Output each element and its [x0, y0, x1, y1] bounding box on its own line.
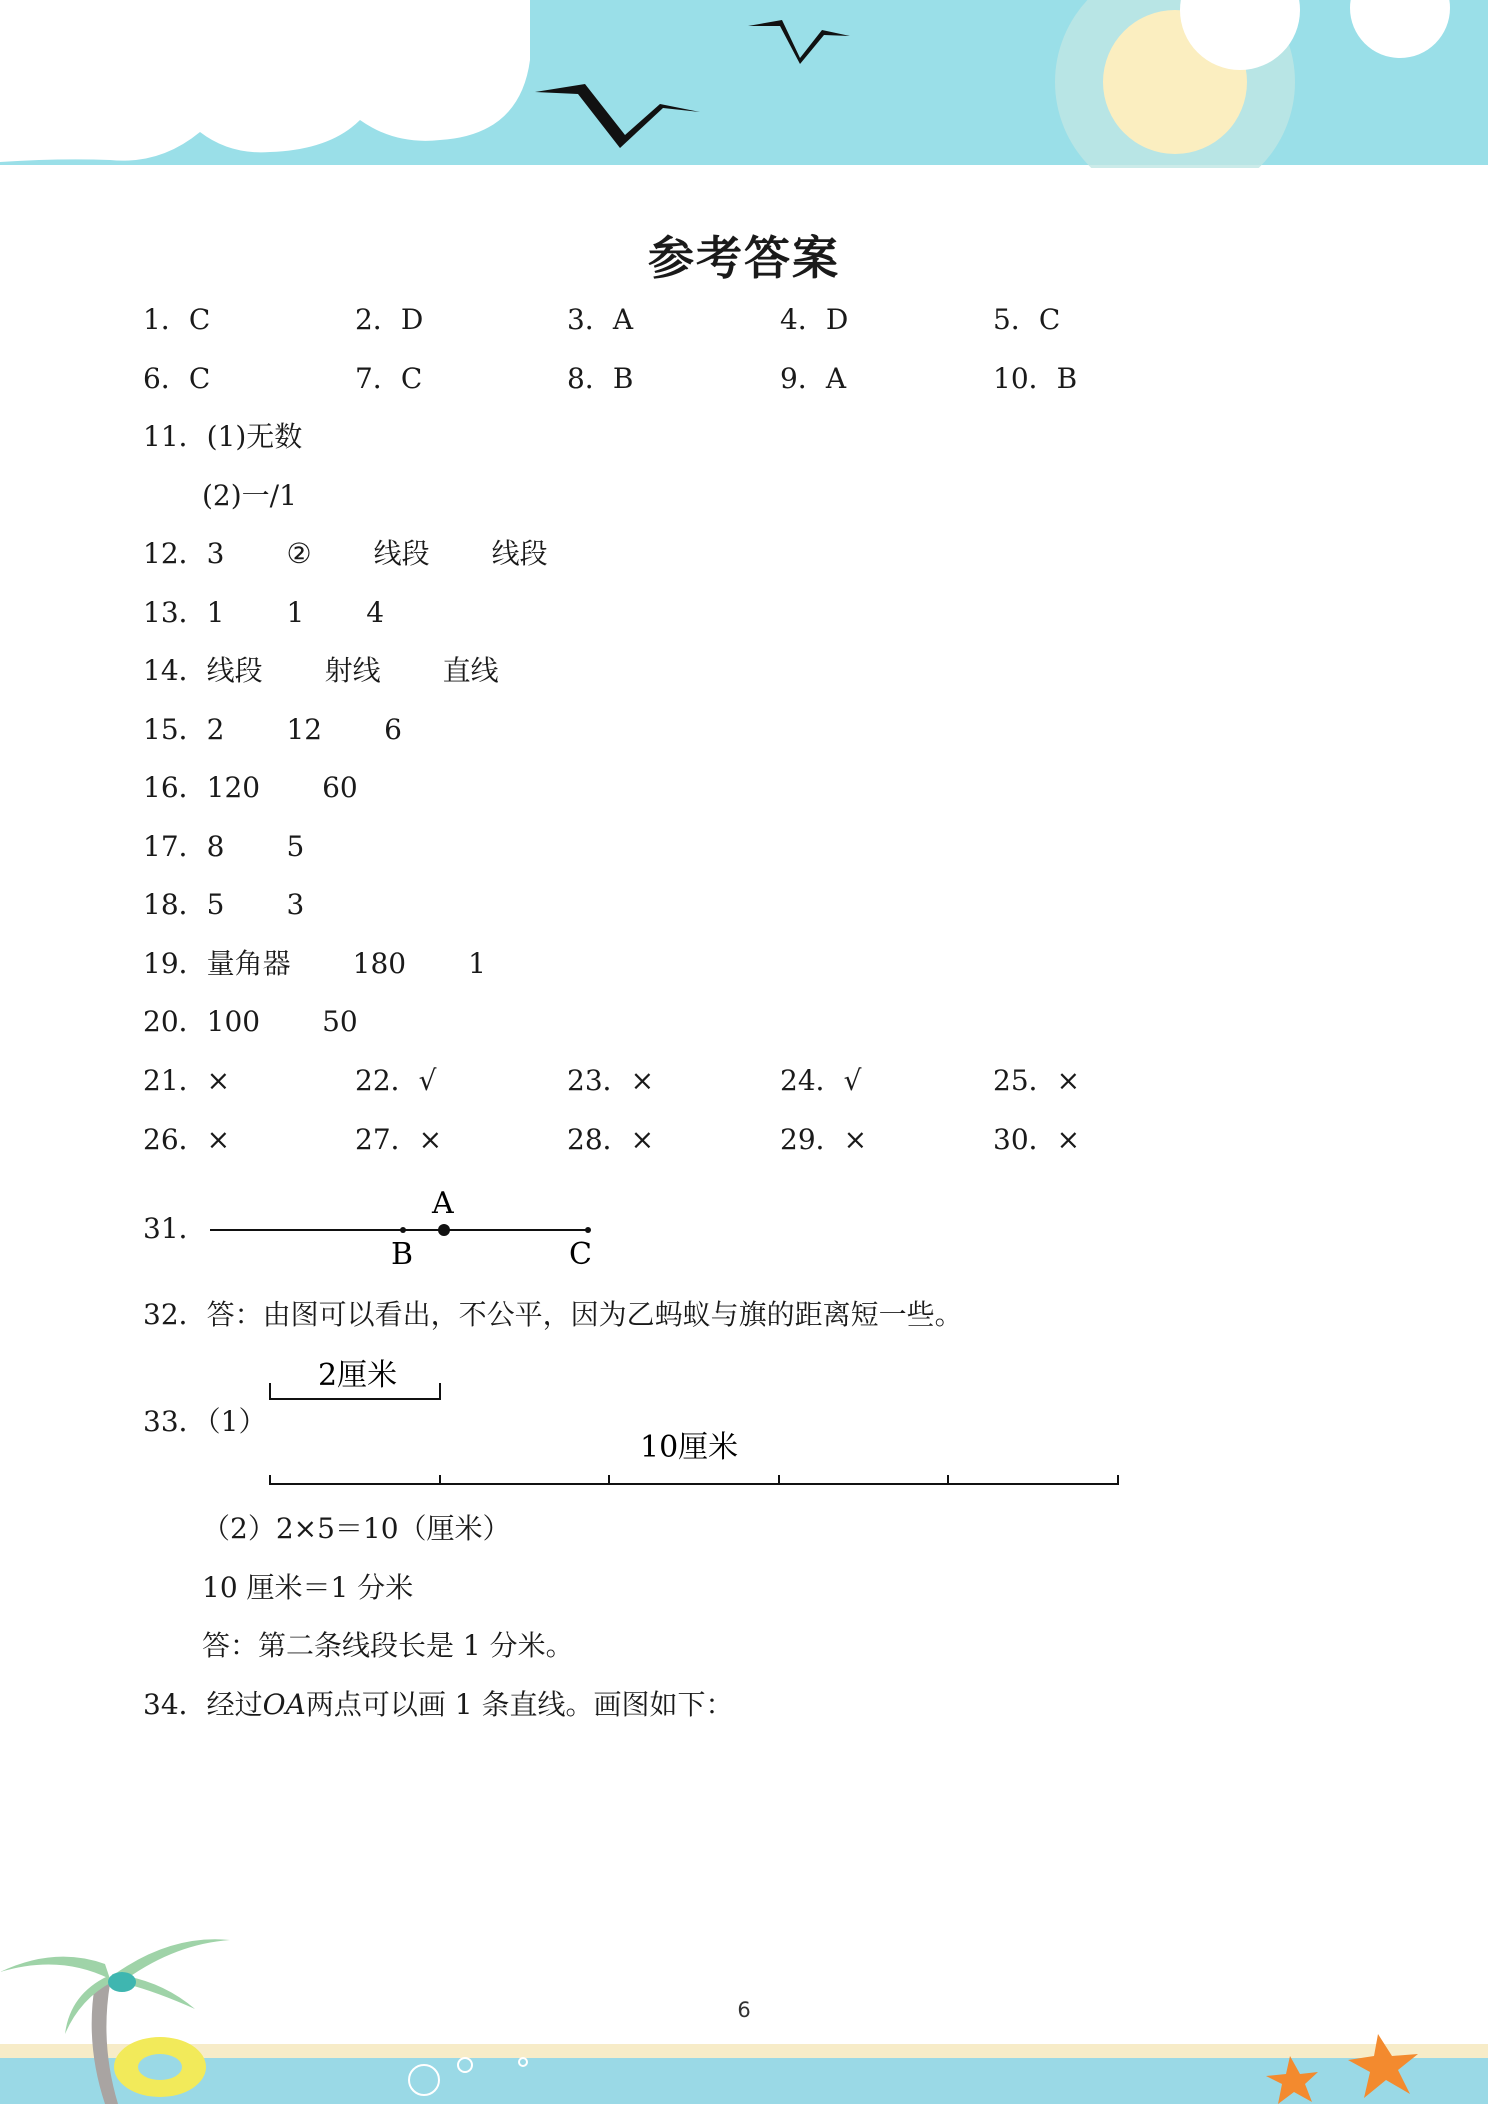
footer-beach-banner	[0, 1884, 1488, 2104]
line-segment-figure	[200, 1180, 620, 1270]
answer-part: 线段	[206, 654, 263, 687]
answer-part: 120	[206, 771, 261, 804]
answer-33-conclusion: 答：第二条线段长是 1 分米。	[202, 1629, 574, 1662]
answer-33-part-2: （2）2×5＝10（厘米）	[202, 1512, 511, 1545]
label-point-a: A	[432, 1186, 454, 1221]
answer-part: 4	[366, 596, 385, 629]
answer-item: 25．×	[993, 1064, 1081, 1097]
answer-item: 8．B	[567, 362, 634, 395]
answer-part: 5	[286, 830, 305, 863]
answer-item: 6．C	[143, 362, 211, 395]
question-number: 13．	[143, 596, 207, 629]
answer-11-part-2: (2)一/1	[202, 479, 297, 512]
page-number: 6	[737, 1998, 751, 2022]
answer-part: 射线	[324, 654, 381, 687]
point-a-dot	[438, 1224, 450, 1236]
question-number: 15．	[143, 713, 207, 746]
question-number: 18．	[143, 888, 207, 921]
answer-part: 线段	[373, 537, 430, 570]
question-number: 12．	[143, 537, 207, 570]
answer-item: 2．D	[355, 303, 424, 336]
answer-part: 60	[322, 771, 358, 804]
answer-item: 10．B	[993, 362, 1078, 395]
answer-part: ②	[286, 537, 312, 570]
question-number: 11．	[143, 420, 207, 453]
header-sky-banner	[0, 0, 1488, 168]
point-c-dot	[585, 1227, 591, 1233]
answer-part: 直线	[442, 654, 499, 687]
answer-part: 3	[286, 888, 305, 921]
answer-33-conversion: 10 厘米＝1 分米	[202, 1571, 414, 1604]
segment-10cm-label: 10厘米	[640, 1430, 739, 1465]
answer-34-variable: OA	[262, 1688, 306, 1721]
segment-comparison-figure	[260, 1345, 1130, 1495]
answer-34-suffix: 两点可以画 1 条直线。画图如下：	[305, 1688, 734, 1721]
answer-item: 4．D	[780, 303, 849, 336]
question-number-31: 31．	[143, 1212, 207, 1245]
answer-part: 6	[384, 713, 402, 746]
answer-20	[143, 1002, 358, 1042]
question-number: 17．	[143, 830, 207, 863]
answer-item: 29．×	[780, 1123, 868, 1156]
page-title: 参考答案	[648, 231, 840, 285]
answer-part: 2	[206, 713, 225, 746]
answer-32: 32．答：由图可以看出，不公平，因为乙蚂蚁与旗的距离短一些。	[143, 1298, 963, 1331]
label-point-b: B	[391, 1237, 414, 1270]
answer-34-prefix: 34．经过	[143, 1688, 263, 1721]
label-point-c: C	[569, 1237, 592, 1270]
answer-part: 线段	[491, 537, 548, 570]
answer-18	[143, 885, 304, 925]
answer-item: 3．A	[567, 303, 634, 336]
answer-34	[143, 1685, 733, 1725]
question-number: 19．	[143, 947, 207, 980]
answer-item: 1．C	[143, 303, 211, 336]
answer-15	[143, 710, 402, 750]
answer-part: 50	[322, 1005, 358, 1038]
segment-2cm-label: 2厘米	[318, 1358, 398, 1393]
answer-item: 7．C	[355, 362, 423, 395]
answer-item: 26．×	[143, 1123, 231, 1156]
answer-part: 量角器	[206, 947, 291, 980]
question-number: 16．	[143, 771, 207, 804]
point-b-dot	[400, 1227, 406, 1233]
answer-11	[143, 417, 302, 457]
answer-part: 180	[352, 947, 407, 980]
answer-item: 30．×	[993, 1123, 1081, 1156]
answer-16	[143, 768, 358, 808]
answer-item: 21．×	[143, 1064, 231, 1097]
answer-item: 22．√	[355, 1064, 437, 1097]
answer-14	[143, 651, 499, 691]
answer-item: 24．√	[780, 1064, 862, 1097]
question-number: 20．	[143, 1005, 207, 1038]
answer-17	[143, 827, 304, 867]
answer-part: 12	[286, 713, 323, 746]
answer-part: (1)无数	[206, 420, 303, 453]
answer-part: 5	[206, 888, 225, 921]
answer-item: 5．C	[993, 303, 1061, 336]
answer-13	[143, 593, 384, 633]
answer-12	[143, 534, 548, 574]
answer-part: 1	[206, 596, 225, 629]
answer-part: 1	[468, 947, 486, 980]
answer-part: 8	[206, 830, 225, 863]
answer-part: 3	[206, 537, 225, 570]
answer-item: 23．×	[567, 1064, 655, 1097]
answer-item: 9．A	[780, 362, 847, 395]
answer-33-label: 33．（1）	[143, 1405, 267, 1438]
answer-19	[143, 944, 486, 984]
question-number: 14．	[143, 654, 207, 687]
answer-part: 100	[206, 1005, 261, 1038]
answer-item: 27．×	[355, 1123, 443, 1156]
answer-part: 1	[286, 596, 305, 629]
answer-item: 28．×	[567, 1123, 655, 1156]
